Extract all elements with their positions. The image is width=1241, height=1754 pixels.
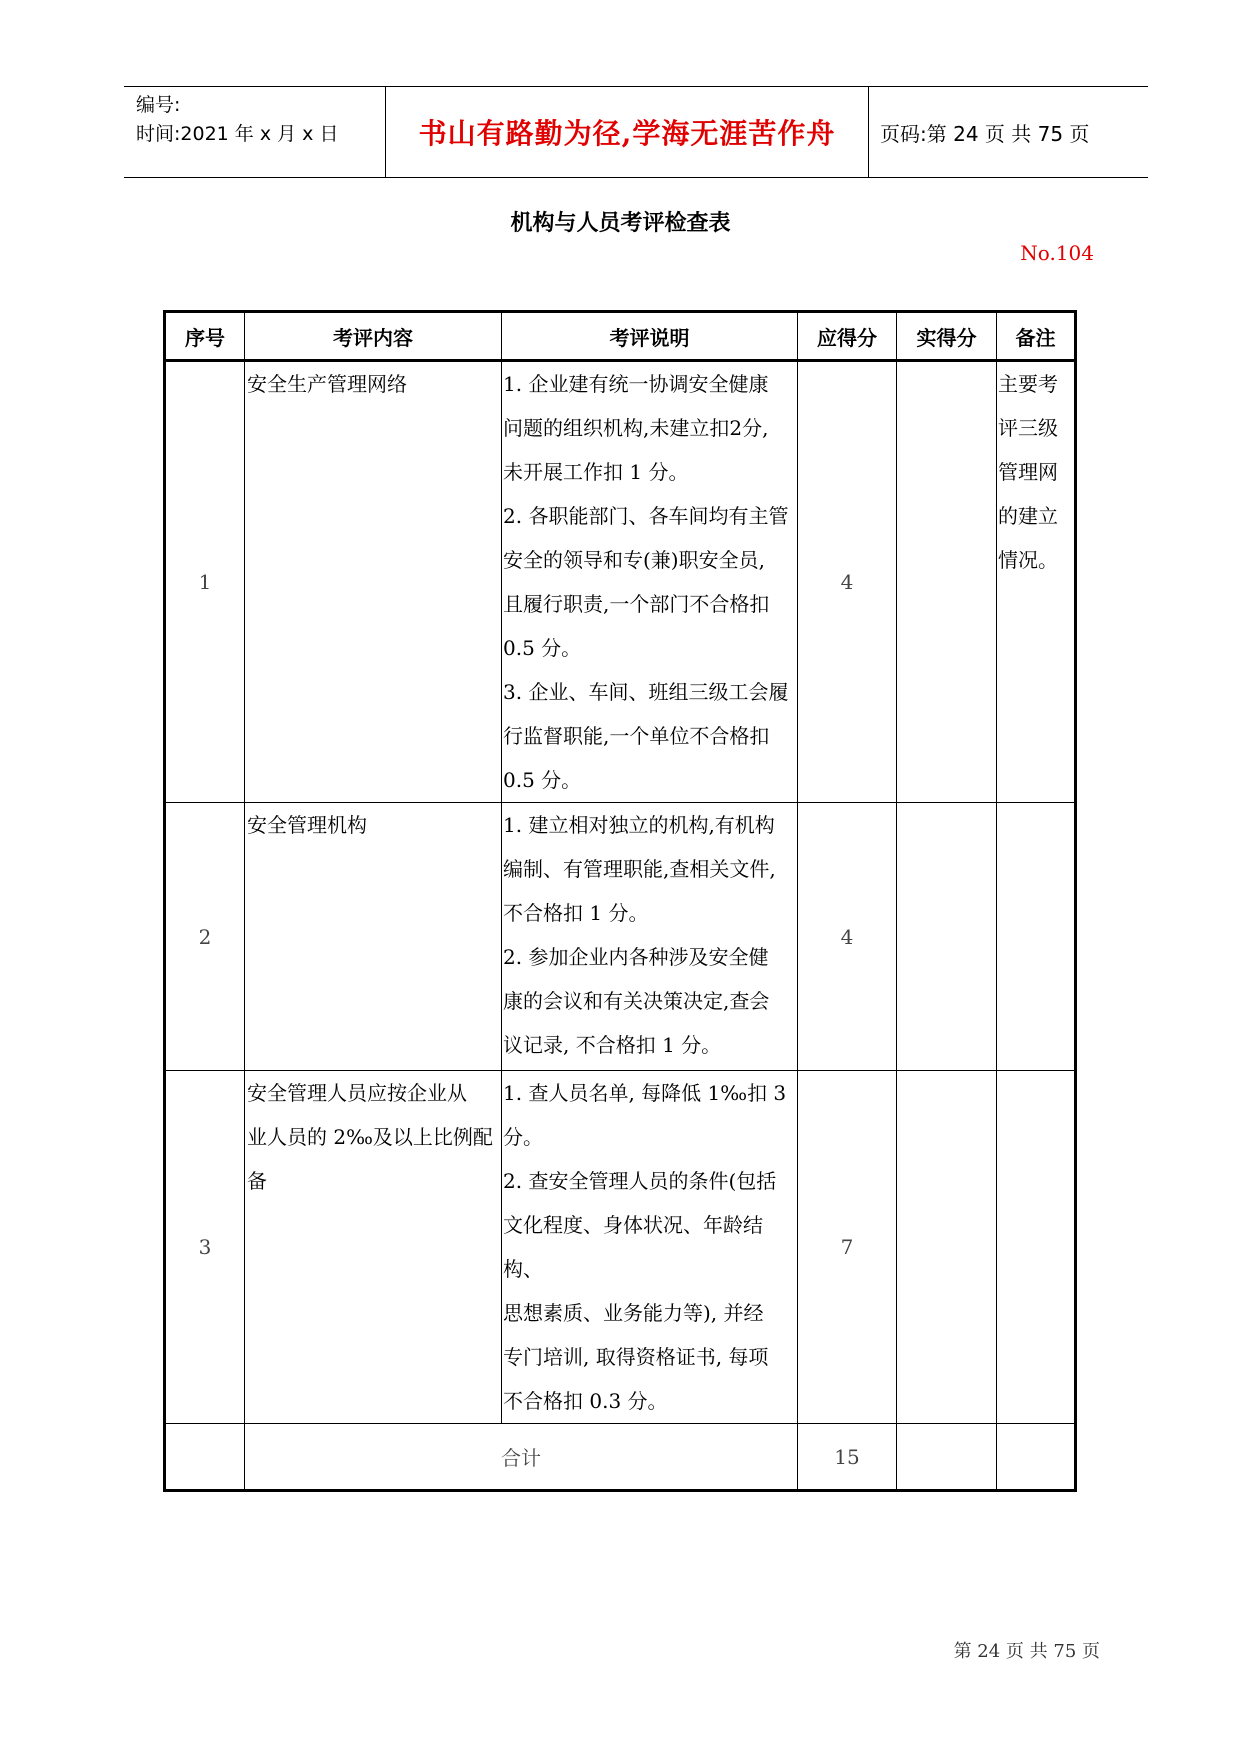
row-note — [997, 361, 1076, 803]
desc-line: 分。 — [503, 1125, 543, 1149]
desc-line: 0.5 分。 — [503, 636, 582, 660]
document-number: No.104 — [1020, 241, 1094, 265]
content-line: 安全管理人员应按企业从 — [247, 1081, 467, 1105]
row-actual — [897, 1071, 997, 1424]
desc-line: 2. 各职能部门、各车间均有主管 — [503, 504, 789, 528]
row-content — [245, 1071, 502, 1424]
row-description — [502, 361, 798, 803]
desc-line: 问题的组织机构,未建立扣2分, — [503, 416, 769, 440]
row-description — [502, 1071, 798, 1424]
header-content: 考评内容 — [245, 312, 502, 361]
page-header — [124, 86, 1148, 178]
total-label: 合计 — [245, 1424, 798, 1491]
page-footer: 第 24 页 共 75 页 — [953, 1641, 1100, 1662]
document-title: 机构与人员考评检查表 — [510, 211, 731, 236]
desc-line: 3. 企业、车间、班组三级工会履 — [503, 680, 789, 704]
row-score: 4 — [798, 803, 897, 1071]
desc-line: 编制、有管理职能,查相关文件, — [503, 857, 776, 881]
desc-line: 行监督职能,一个单位不合格扣 — [503, 724, 770, 748]
desc-line: 文化程度、身体状况、年龄结构、 — [503, 1213, 763, 1281]
header-page-info: 页码:第 24 页 共 75 页 — [880, 121, 1090, 146]
row-content — [245, 361, 502, 803]
desc-line: 2. 参加企业内各种涉及安全健 — [503, 945, 769, 969]
desc-line: 0.5 分。 — [503, 768, 582, 792]
row-content — [245, 803, 502, 1071]
desc-line: 议记录, 不合格扣 1 分。 — [503, 1033, 722, 1057]
row-actual — [897, 803, 997, 1071]
desc-line: 思想素质、业务能力等), 并经 — [503, 1301, 764, 1325]
header-description: 考评说明 — [502, 312, 798, 361]
header-score: 应得分 — [798, 312, 897, 361]
evaluation-table — [163, 310, 1077, 1492]
header-meta — [136, 91, 338, 149]
total-note — [997, 1424, 1076, 1491]
note-line: 主要考 — [998, 372, 1058, 396]
row-score: 4 — [798, 361, 897, 803]
note-line: 管理网 — [998, 460, 1058, 484]
header-actual: 实得分 — [897, 312, 997, 361]
code-label: 编号: — [136, 94, 181, 116]
content-line: 安全管理机构 — [247, 813, 367, 837]
desc-line: 未开展工作扣 1 分。 — [503, 460, 689, 484]
table-row — [165, 361, 1076, 803]
desc-line: 不合格扣 0.3 分。 — [503, 1389, 668, 1413]
desc-line: 不合格扣 1 分。 — [503, 901, 649, 925]
row-actual — [897, 361, 997, 803]
desc-line: 且履行职责,一个部门不合格扣 — [503, 592, 770, 616]
row-note — [997, 803, 1076, 1071]
table-row — [165, 803, 1076, 1071]
desc-line: 安全的领导和专(兼)职安全员, — [503, 548, 765, 572]
row-seq: 2 — [165, 803, 245, 1071]
total-score: 15 — [798, 1424, 897, 1491]
desc-line: 2. 查安全管理人员的条件(包括 — [503, 1169, 777, 1193]
total-row — [165, 1424, 1076, 1491]
desc-line: 1. 查人员名单, 每降低 1‰扣 3 — [503, 1081, 787, 1105]
row-note — [997, 1071, 1076, 1424]
table-header-row — [165, 312, 1076, 361]
total-seq — [165, 1424, 245, 1491]
desc-line: 康的会议和有关决策决定,查会 — [503, 989, 770, 1013]
header-seq: 序号 — [165, 312, 245, 361]
row-seq: 1 — [165, 361, 245, 803]
header-note: 备注 — [997, 312, 1076, 361]
desc-line: 1. 企业建有统一协调安全健康 — [503, 372, 769, 396]
content-line: 备 — [247, 1169, 267, 1193]
content-line: 业人员的 2‰及以上比例配 — [247, 1125, 493, 1149]
desc-line: 1. 建立相对独立的机构,有机构 — [503, 813, 775, 837]
content-line: 安全生产管理网络 — [247, 372, 407, 396]
time-label: 时间:2021 年 x 月 x 日 — [136, 123, 339, 145]
row-description — [502, 803, 798, 1071]
header-motto: 书山有路勤为径,学海无涯苦作舟 — [418, 117, 836, 150]
header-divider — [868, 87, 869, 177]
note-line: 的建立 — [998, 504, 1058, 528]
row-score: 7 — [798, 1071, 897, 1424]
note-line: 情况。 — [998, 548, 1058, 572]
total-actual — [897, 1424, 997, 1491]
table-row — [165, 1071, 1076, 1424]
row-seq: 3 — [165, 1071, 245, 1424]
desc-line: 专门培训, 取得资格证书, 每项 — [503, 1345, 769, 1369]
note-line: 评三级 — [998, 416, 1058, 440]
